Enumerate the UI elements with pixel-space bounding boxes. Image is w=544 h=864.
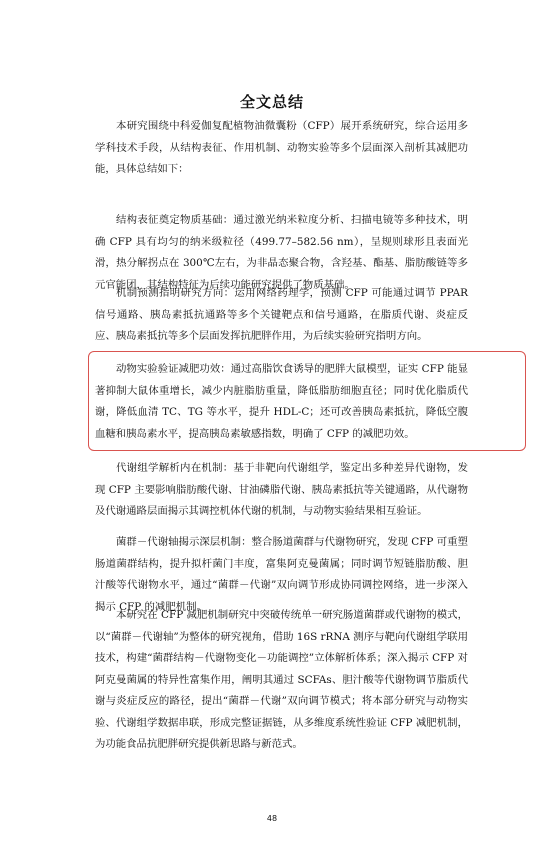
page-number: 48: [266, 814, 278, 823]
paragraph-intro: 本研究围绕中科爱伽复配植物油微囊粉（CFP）展开系统研究，综合运用多学科技术手段，从结构表征、作用机制、动物实验等多个层面深入剖析其减肥功能，具体总结如下：: [95, 120, 468, 175]
paragraph-microbiota-metabolism: 菌群－代谢轴揭示深层机制：整合肠道菌群与代谢物研究，发现 CFP 可重塑肠道菌群结构，提升拟杆菌门丰度，富集阿克曼菌属；同时调节短链脂肪酸、胆汁酸等代谢物水平，通过“菌群－代谢”双向调节形成协同调控网络，进一步深入揭示 CFP 的减肥机制。: [95, 536, 468, 613]
paragraph-conclusion: 本研究在 CFP 减肥机制研究中突破传统单一研究肠道菌群或代谢物的模式，以“菌群－代谢轴”为整体的研究视角，借助 16S rRNA 测序与靶向代谢组学联用技术，构建“菌群结构－代谢物变化－功能调控”立体解析体系；深入揭示 CFP 对阿克曼菌属的特异性富集作用，阐明其通过 SCFAs、胆汁酸等代谢物调节脂质代谢与炎症反应的路径，提出“菌群－代谢”双向调节模式；将本部分研究与动物实验、代谢组学数据串联，形成完整证据链，从多维度系统性验证 CFP 减肥机制，为功能食品抗肥胖研究提供新思路与新范式。: [95, 609, 468, 750]
page-title: 全文总结: [239, 93, 304, 111]
paragraph-animal-experiment: 动物实验验证减肥功效：通过高脂饮食诱导的肥胖大鼠模型，证实 CFP 能显著抑制大鼠体重增长，减少内脏脂肪重量，降低脂肪细胞直径；同时优化脂质代谢，降低血清 TC、TG 等水平，提升 HDL-C；还可改善胰岛素抵抗，降低空腹血糖和胰岛素水平，提高胰岛素敏感指数，明确了 CFP 的减肥功效。: [95, 363, 468, 440]
paragraph-mechanism-prediction: 机制预测指明研究方向：运用网络药理学，预测 CFP 可能通过调节 PPAR 信号通路、胰岛素抵抗通路等多个关键靶点和信号通路，在脂质代谢、炎症反应、胰岛素抵抗等多个层面发挥抗肥胖作用，为后续实验研究指明方向。: [95, 287, 468, 342]
paragraph-metabolomics: 代谢组学解析内在机制：基于非靶向代谢组学，鉴定出多种差异代谢物，发现 CFP 主要影响脂肪酸代谢、甘油磷脂代谢、胰岛素抵抗等关键通路，从代谢物及代谢通路层面揭示其调控机体代谢的机制，与动物实验结果相互验证。: [95, 462, 468, 517]
paragraph-structure: 结构表征奠定物质基础：通过激光纳米粒度分析、扫描电镜等多种技术，明确 CFP 具有均匀的纳米级粒径（499.77–582.56 nm），呈规则球形且表面光滑，热分解拐点在 300℃左右，为非晶态聚合物，含羟基、酯基、脂肪酸链等多元官能团，其结构特征为后续功能研究提供了物质基础。: [95, 214, 468, 291]
